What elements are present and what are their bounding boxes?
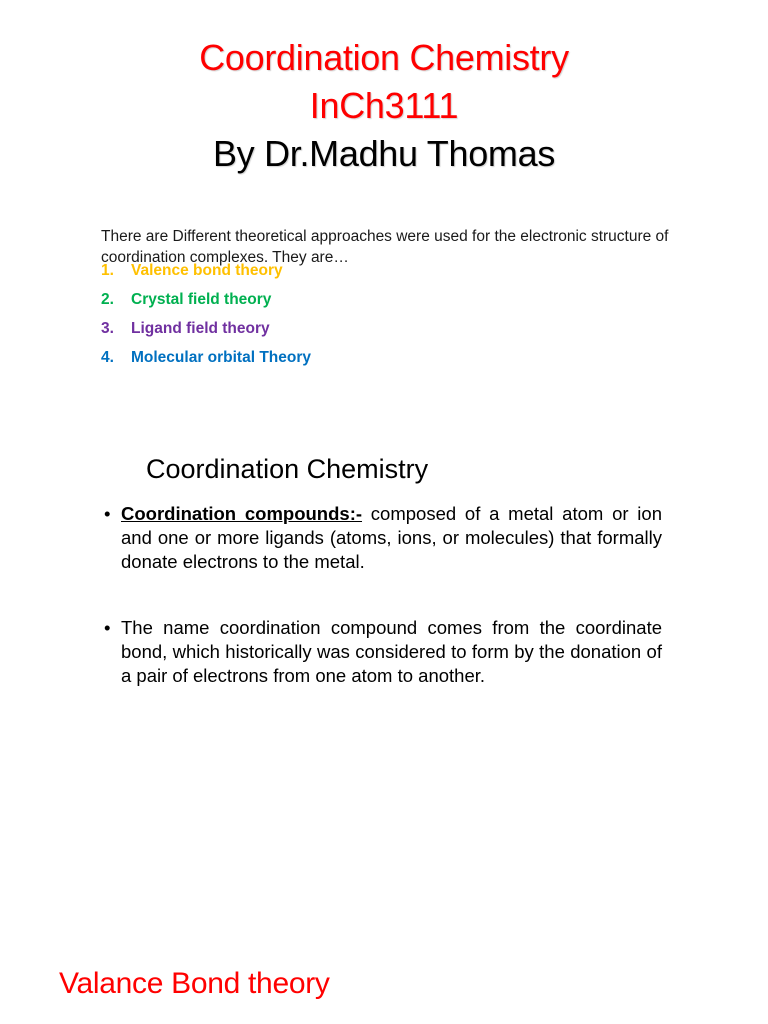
bullet-text <box>121 502 662 574</box>
slide-2 <box>0 420 768 940</box>
bullet-icon: • <box>104 617 111 638</box>
bullet-definition: composed of a metal atom or ion and one or more ligands (atoms, ions, or molecules) that formally donate electrons to the metal. <box>121 503 662 572</box>
title-course-code: InCh3111 <box>309 85 459 126</box>
list-item <box>101 317 311 346</box>
list-item-label: Crystal field theory <box>131 291 272 308</box>
list-item-label: Valence bond theory <box>131 262 283 279</box>
list-item-label: Ligand field theory <box>131 320 270 337</box>
list-item <box>101 259 311 288</box>
list-item-number: 3. <box>101 320 114 337</box>
title-course-name: Coordination Chemistry <box>199 37 569 78</box>
list-item-number: 4. <box>101 349 114 366</box>
list-item-label: Molecular orbital Theory <box>131 349 312 366</box>
list-item-number: 1. <box>101 262 114 279</box>
bullet-name-origin <box>104 616 662 688</box>
slide-1 <box>0 0 768 420</box>
list-item <box>101 288 311 317</box>
bullet-text: The name coordination compound comes from the coordinate bond, which historically was considered to form by the donation of a pair of electrons from one atom to another. <box>121 617 662 686</box>
intro-paragraph: There are Different theoretical approaches were used for the electronic structure of coordination complexes. They are… <box>101 227 669 266</box>
list-item-number: 2. <box>101 291 114 308</box>
bullet-term: Coordination compounds:- <box>121 503 363 524</box>
title-author: By Dr.Madhu Thomas <box>212 133 556 174</box>
bullet-coordination-compounds <box>104 502 662 574</box>
bullet-icon: • <box>104 503 111 524</box>
slide-2-title: Coordination Chemistry <box>146 454 429 484</box>
slide-1-title <box>0 34 768 178</box>
slide-3-title: Valance Bond theory <box>59 967 330 1000</box>
list-item <box>101 346 311 375</box>
theory-list <box>101 259 311 375</box>
